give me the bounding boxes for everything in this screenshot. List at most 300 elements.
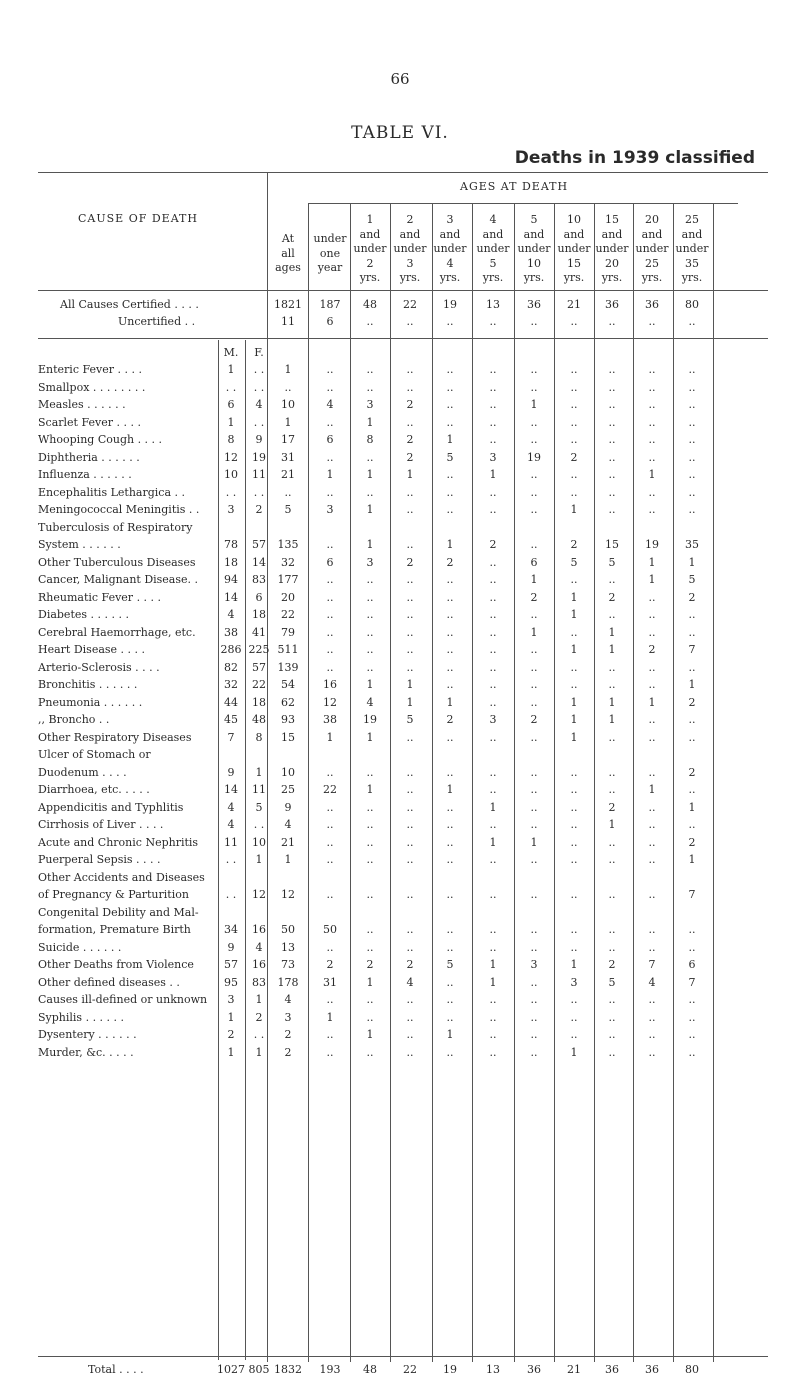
age-value: 1 xyxy=(446,538,454,551)
cause-label: Meningococcal Meningitis . . xyxy=(38,503,200,516)
female-count: 2 xyxy=(255,1011,263,1024)
cause-label: Other defined diseases . . xyxy=(38,976,180,989)
age-value: 1 xyxy=(489,836,497,849)
male-count: 44 xyxy=(224,696,238,709)
age-value: 25 xyxy=(281,783,295,796)
cause-label: Duodenum . . . . xyxy=(38,766,127,779)
cause-of-death-label: CAUSE OF DEATH xyxy=(78,212,198,225)
top-rule xyxy=(38,172,768,173)
age-value: .. xyxy=(326,486,334,499)
total-male: 1027 xyxy=(217,1363,245,1376)
age-value: .. xyxy=(530,1011,538,1024)
cause-label: Cancer, Malignant Disease. . xyxy=(38,573,199,586)
total-value: 13 xyxy=(486,1363,500,1376)
v-col-0 xyxy=(308,203,309,1362)
uncertified-value: 6 xyxy=(326,315,334,328)
age-value: .. xyxy=(489,783,497,796)
cause-label: ,, Broncho . . xyxy=(38,713,110,726)
age-col-header-3: 2 and under 3 yrs. xyxy=(393,213,427,284)
age-value: .. xyxy=(446,626,454,639)
age-value: 2 xyxy=(608,958,616,971)
age-value: .. xyxy=(608,993,616,1006)
female-count: . . xyxy=(253,363,265,376)
age-value: .. xyxy=(366,381,374,394)
cause-label: Smallpox . . . . . . . . xyxy=(38,381,146,394)
age-value: .. xyxy=(648,433,656,446)
male-count: 34 xyxy=(224,923,238,936)
age-value: 1 xyxy=(489,976,497,989)
age-value: .. xyxy=(406,626,414,639)
age-value: .. xyxy=(326,573,334,586)
female-count: 5 xyxy=(255,801,263,814)
age-value: .. xyxy=(570,416,578,429)
age-value: 2 xyxy=(446,556,454,569)
age-value: .. xyxy=(366,941,374,954)
age-value: .. xyxy=(530,976,538,989)
age-value: .. xyxy=(608,468,616,481)
cause-label: Dysentery . . . . . . xyxy=(38,1028,137,1041)
age-value: .. xyxy=(530,538,538,551)
age-value: 2 xyxy=(648,643,656,656)
age-value: 2 xyxy=(284,1046,292,1059)
age-value: 1 xyxy=(406,696,414,709)
age-value: 5 xyxy=(570,556,578,569)
uncertified-value: .. xyxy=(530,315,538,328)
age-value: .. xyxy=(570,993,578,1006)
age-value: 5 xyxy=(284,503,292,516)
age-value: .. xyxy=(366,451,374,464)
age-col-header-8: 15 and under 20 yrs. xyxy=(595,213,629,284)
male-count: . . xyxy=(225,853,237,866)
total-value: 48 xyxy=(363,1363,377,1376)
age-value: .. xyxy=(406,766,414,779)
male-count: 45 xyxy=(224,713,238,726)
age-value: 1 xyxy=(446,696,454,709)
age-value: 1 xyxy=(570,503,578,516)
cause-label: formation, Premature Birth xyxy=(38,923,191,936)
age-value: .. xyxy=(366,888,374,901)
cause-label: Tuberculosis of Respiratory xyxy=(38,521,193,534)
male-count: 95 xyxy=(224,976,238,989)
age-value: .. xyxy=(446,923,454,936)
age-value: .. xyxy=(406,573,414,586)
male-count: . . xyxy=(225,486,237,499)
certified-value: 48 xyxy=(363,298,377,311)
female-count: 10 xyxy=(252,836,266,849)
cause-label: Influenza . . . . . . xyxy=(38,468,132,481)
age-value-25-35: .. xyxy=(688,1028,696,1041)
age-value-25-35: .. xyxy=(688,941,696,954)
age-value: .. xyxy=(570,766,578,779)
age-value: 135 xyxy=(277,538,299,551)
f-header: F. xyxy=(254,346,264,359)
age-value: .. xyxy=(446,678,454,691)
age-value: .. xyxy=(446,661,454,674)
age-value: 1 xyxy=(326,1011,334,1024)
age-value: .. xyxy=(608,923,616,936)
age-value: 3 xyxy=(489,713,497,726)
total-value: 36 xyxy=(645,1363,659,1376)
age-value-25-35: .. xyxy=(688,381,696,394)
male-count: 6 xyxy=(227,398,235,411)
age-value: .. xyxy=(648,923,656,936)
age-value: 2 xyxy=(608,801,616,814)
age-value: .. xyxy=(570,398,578,411)
male-count: 1 xyxy=(227,363,235,376)
age-value: .. xyxy=(608,853,616,866)
age-value: 79 xyxy=(281,626,295,639)
age-value-25-35: .. xyxy=(688,731,696,744)
uncertified-value: .. xyxy=(608,315,616,328)
female-count: 14 xyxy=(252,556,266,569)
age-value: .. xyxy=(446,381,454,394)
age-value: 1 xyxy=(530,836,538,849)
age-value-25-35: .. xyxy=(688,818,696,831)
age-value: 1 xyxy=(608,713,616,726)
age-value: 511 xyxy=(277,643,299,656)
age-value: .. xyxy=(366,766,374,779)
age-value: .. xyxy=(366,801,374,814)
age-value: .. xyxy=(608,503,616,516)
age-value: 2 xyxy=(446,713,454,726)
age-value: 62 xyxy=(281,696,295,709)
female-count: 4 xyxy=(255,941,263,954)
age-value-25-35: .. xyxy=(688,1046,696,1059)
age-value: 1 xyxy=(284,416,292,429)
age-value: 7 xyxy=(648,958,656,971)
age-value: 1 xyxy=(648,696,656,709)
age-value: .. xyxy=(406,888,414,901)
female-count: 225 xyxy=(248,643,270,656)
age-value: .. xyxy=(406,1011,414,1024)
age-value: .. xyxy=(326,888,334,901)
cause-label: Rheumatic Fever . . . . xyxy=(38,591,162,604)
age-col-header-2: 1 and under 2 yrs. xyxy=(353,213,387,284)
age-value: 22 xyxy=(323,783,337,796)
age-value: .. xyxy=(326,941,334,954)
age-value: .. xyxy=(530,853,538,866)
age-value: .. xyxy=(446,801,454,814)
age-value: 1 xyxy=(366,783,374,796)
age-value: .. xyxy=(608,1046,616,1059)
age-value: .. xyxy=(570,818,578,831)
age-value: .. xyxy=(489,993,497,1006)
age-value: .. xyxy=(326,1028,334,1041)
age-value: .. xyxy=(489,941,497,954)
age-value: .. xyxy=(608,398,616,411)
age-value: 2 xyxy=(570,451,578,464)
age-value: 1 xyxy=(366,731,374,744)
age-value: 1 xyxy=(570,643,578,656)
age-value: 10 xyxy=(281,398,295,411)
age-value-25-35: 5 xyxy=(688,573,696,586)
age-value-25-35: 6 xyxy=(688,958,696,971)
age-value: .. xyxy=(608,836,616,849)
age-value: .. xyxy=(446,766,454,779)
age-value: .. xyxy=(608,608,616,621)
cause-label: Cirrhosis of Liver . . . . xyxy=(38,818,164,831)
age-value-25-35: .. xyxy=(688,433,696,446)
age-value: .. xyxy=(446,468,454,481)
age-value: .. xyxy=(570,783,578,796)
male-count: 4 xyxy=(227,801,235,814)
age-value-25-35: 7 xyxy=(688,888,696,901)
age-value: .. xyxy=(489,1028,497,1041)
age-value: 22 xyxy=(281,608,295,621)
age-value: .. xyxy=(326,626,334,639)
age-value: .. xyxy=(284,486,292,499)
male-count: 7 xyxy=(227,731,235,744)
age-value: .. xyxy=(326,801,334,814)
age-value: .. xyxy=(648,608,656,621)
cause-label: Suicide . . . . . . xyxy=(38,941,122,954)
age-value: 2 xyxy=(530,591,538,604)
age-value: .. xyxy=(446,1011,454,1024)
cause-label: Enteric Fever . . . . xyxy=(38,363,142,376)
age-value: .. xyxy=(366,626,374,639)
total-value: 193 xyxy=(319,1363,341,1376)
age-value: 1 xyxy=(608,696,616,709)
cause-label: Heart Disease . . . . xyxy=(38,643,146,656)
age-value: .. xyxy=(366,591,374,604)
age-value: 3 xyxy=(570,976,578,989)
age-value: 6 xyxy=(326,556,334,569)
age-value-25-35: 2 xyxy=(688,591,696,604)
age-value: 2 xyxy=(570,538,578,551)
age-value: .. xyxy=(648,451,656,464)
age-value: .. xyxy=(530,433,538,446)
age-value: 9 xyxy=(284,801,292,814)
age-value: 3 xyxy=(326,503,334,516)
age-value: 4 xyxy=(366,696,374,709)
female-count: . . xyxy=(253,381,265,394)
cause-label: Diphtheria . . . . . . xyxy=(38,451,140,464)
age-value: .. xyxy=(406,1046,414,1059)
age-value: .. xyxy=(648,941,656,954)
age-col-header-5: 4 and under 5 yrs. xyxy=(476,213,510,284)
age-value: 1 xyxy=(489,801,497,814)
cause-label: Other Respiratory Diseases xyxy=(38,731,192,744)
age-value: .. xyxy=(446,1046,454,1059)
age-value: .. xyxy=(570,941,578,954)
age-value: .. xyxy=(406,836,414,849)
cause-label: Other Deaths from Violence xyxy=(38,958,194,971)
age-col-header-10: 25 and under 35 yrs. xyxy=(675,213,709,284)
uncertified-value: .. xyxy=(406,315,414,328)
uncertified-value: .. xyxy=(570,315,578,328)
age-value-25-35: .. xyxy=(688,923,696,936)
age-value: .. xyxy=(608,783,616,796)
age-value: 1 xyxy=(489,958,497,971)
male-count: 14 xyxy=(224,783,238,796)
age-value: 3 xyxy=(489,451,497,464)
age-value-25-35: .. xyxy=(688,416,696,429)
male-count: 286 xyxy=(220,643,242,656)
male-count: 11 xyxy=(224,836,238,849)
male-count: 4 xyxy=(227,608,235,621)
male-count: 3 xyxy=(227,503,235,516)
age-value: .. xyxy=(446,731,454,744)
male-count: 32 xyxy=(224,678,238,691)
age-value: .. xyxy=(406,381,414,394)
age-value: 2 xyxy=(406,398,414,411)
age-value: .. xyxy=(489,1046,497,1059)
age-value: .. xyxy=(326,451,334,464)
age-value: .. xyxy=(284,381,292,394)
age-value: 16 xyxy=(323,678,337,691)
age-value: .. xyxy=(608,661,616,674)
age-value: 1 xyxy=(530,573,538,586)
age-value-25-35: .. xyxy=(688,398,696,411)
age-value: 1 xyxy=(284,853,292,866)
age-value: .. xyxy=(570,1011,578,1024)
age-value: 5 xyxy=(406,713,414,726)
m-header: M. xyxy=(223,346,239,359)
cause-label: Encephalitis Lethargica . . xyxy=(38,486,185,499)
age-value: .. xyxy=(406,923,414,936)
total-value: 80 xyxy=(685,1363,699,1376)
female-count: 57 xyxy=(252,538,266,551)
age-value: .. xyxy=(570,678,578,691)
age-value: 2 xyxy=(326,958,334,971)
age-value-25-35: .. xyxy=(688,608,696,621)
female-count: 12 xyxy=(252,888,266,901)
age-value-25-35: 7 xyxy=(688,976,696,989)
male-count: 2 xyxy=(227,1028,235,1041)
age-value: 19 xyxy=(645,538,659,551)
age-value: 1 xyxy=(648,783,656,796)
age-value: .. xyxy=(608,766,616,779)
age-value: .. xyxy=(406,503,414,516)
certified-value: 13 xyxy=(486,298,500,311)
age-col-header-9: 20 and under 25 yrs. xyxy=(635,213,669,284)
uncertified-label: Uncertified . . xyxy=(118,315,196,328)
age-value: .. xyxy=(608,433,616,446)
age-value: .. xyxy=(489,678,497,691)
cause-label: Murder, &c. . . . . xyxy=(38,1046,134,1059)
age-value: .. xyxy=(446,888,454,901)
age-value: .. xyxy=(366,853,374,866)
cause-label: Puerperal Sepsis . . . . xyxy=(38,853,161,866)
age-value: .. xyxy=(489,591,497,604)
age-value: .. xyxy=(489,486,497,499)
age-value: 38 xyxy=(323,713,337,726)
age-value: .. xyxy=(489,398,497,411)
age-value: .. xyxy=(608,1011,616,1024)
age-value: 5 xyxy=(446,451,454,464)
age-value: .. xyxy=(648,993,656,1006)
age-value: 1 xyxy=(570,1046,578,1059)
age-value: 2 xyxy=(406,958,414,971)
age-value: .. xyxy=(608,941,616,954)
age-value: 1 xyxy=(570,731,578,744)
age-value: .. xyxy=(530,381,538,394)
age-value: .. xyxy=(570,433,578,446)
female-count: 48 xyxy=(252,713,266,726)
male-count: 94 xyxy=(224,573,238,586)
age-value: 5 xyxy=(608,556,616,569)
certified-value: 36 xyxy=(645,298,659,311)
age-value: .. xyxy=(648,486,656,499)
male-count: 38 xyxy=(224,626,238,639)
age-value: 19 xyxy=(363,713,377,726)
age-value: .. xyxy=(366,818,374,831)
age-value: 1 xyxy=(570,713,578,726)
age-value: .. xyxy=(446,591,454,604)
age-value: .. xyxy=(406,591,414,604)
age-value: .. xyxy=(648,836,656,849)
age-value: .. xyxy=(489,853,497,866)
female-count: . . xyxy=(253,416,265,429)
age-value: .. xyxy=(326,766,334,779)
age-value: .. xyxy=(326,381,334,394)
cause-label: Scarlet Fever . . . . xyxy=(38,416,141,429)
age-value: 6 xyxy=(326,433,334,446)
age-value: .. xyxy=(608,888,616,901)
certified-value: 19 xyxy=(443,298,457,311)
age-value: .. xyxy=(446,643,454,656)
age-value: .. xyxy=(530,923,538,936)
cause-label: Appendicitis and Typhlitis xyxy=(38,801,184,814)
cause-label: Causes ill-defined or unknown xyxy=(38,993,208,1006)
age-value: 6 xyxy=(530,556,538,569)
age-value: 5 xyxy=(446,958,454,971)
age-col-header-6: 5 and under 10 yrs. xyxy=(517,213,551,284)
cause-label: Cerebral Haemorrhage, etc. xyxy=(38,626,196,639)
age-value: .. xyxy=(530,1028,538,1041)
female-count: 6 xyxy=(255,591,263,604)
certified-value: 21 xyxy=(567,298,581,311)
age-value: .. xyxy=(406,818,414,831)
female-count: 57 xyxy=(252,661,266,674)
age-value: .. xyxy=(648,503,656,516)
age-value: 1 xyxy=(366,503,374,516)
age-value: .. xyxy=(406,783,414,796)
age-value-25-35: .. xyxy=(688,713,696,726)
male-count: 9 xyxy=(227,766,235,779)
age-value: .. xyxy=(570,486,578,499)
age-value: 1 xyxy=(608,643,616,656)
age-value: .. xyxy=(570,363,578,376)
age-value: .. xyxy=(366,608,374,621)
age-value: .. xyxy=(406,486,414,499)
age-value: 32 xyxy=(281,556,295,569)
total-value: 36 xyxy=(527,1363,541,1376)
age-value: .. xyxy=(570,853,578,866)
male-count: 14 xyxy=(224,591,238,604)
age-value: .. xyxy=(406,416,414,429)
age-value: .. xyxy=(326,993,334,1006)
age-value-25-35: 7 xyxy=(688,643,696,656)
age-value: .. xyxy=(648,818,656,831)
age-value-25-35: .. xyxy=(688,1011,696,1024)
age-value: 17 xyxy=(281,433,295,446)
age-value: .. xyxy=(366,486,374,499)
certified-value: 80 xyxy=(685,298,699,311)
age-value: 1 xyxy=(648,573,656,586)
age-value: .. xyxy=(326,643,334,656)
age-value: 2 xyxy=(366,958,374,971)
age-value: 21 xyxy=(281,836,295,849)
age-value: .. xyxy=(326,416,334,429)
age-value: .. xyxy=(326,818,334,831)
age-value: 3 xyxy=(284,1011,292,1024)
certified-value: 187 xyxy=(319,298,341,311)
age-value: 13 xyxy=(281,941,295,954)
female-count: 8 xyxy=(255,731,263,744)
age-value: 20 xyxy=(281,591,295,604)
cause-label: Whooping Cough . . . . xyxy=(38,433,163,446)
